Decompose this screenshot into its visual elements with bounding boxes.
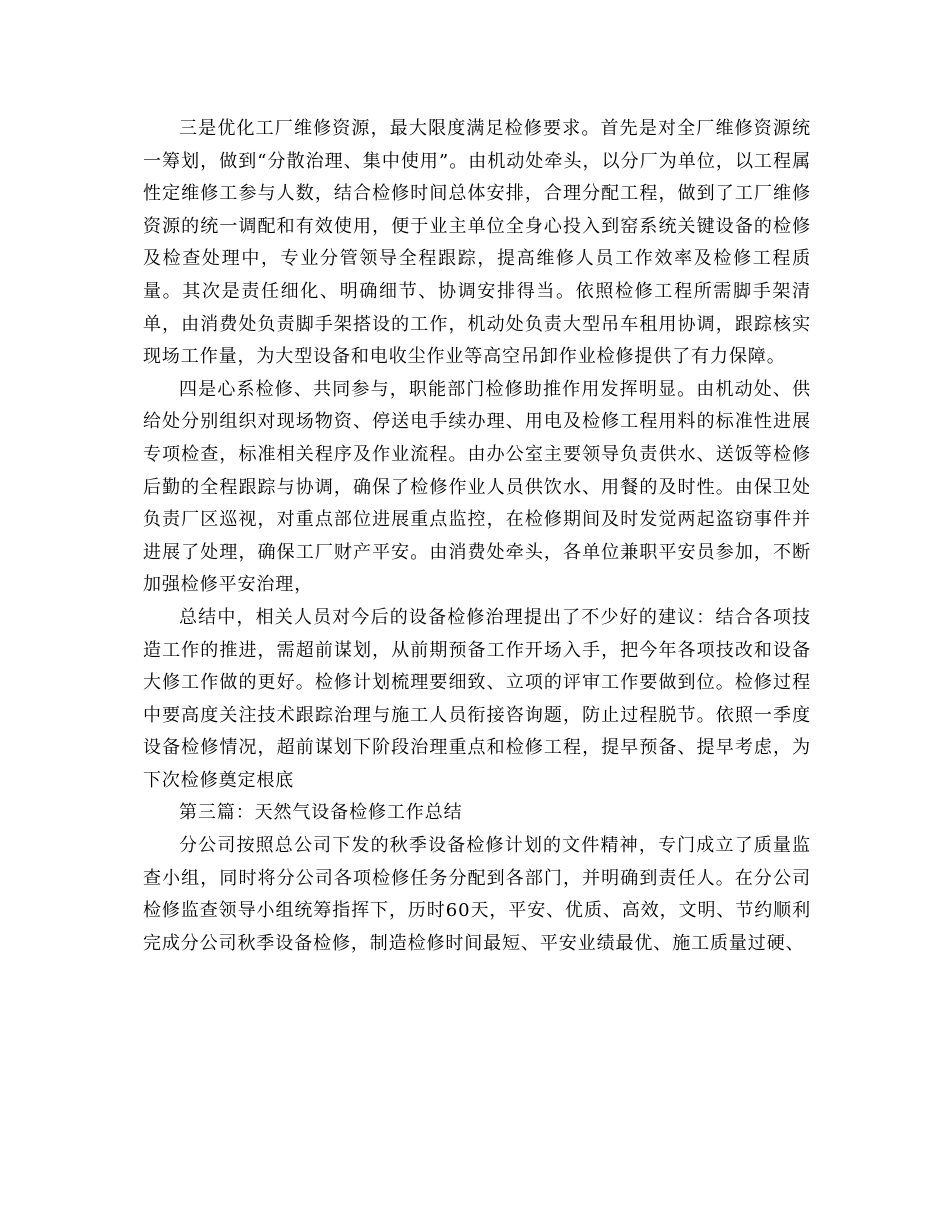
section-heading: 第三篇：天然气设备检修工作总结 bbox=[179, 802, 463, 824]
paragraph-department-support: 四是心系检修、共同参与，职能部门检修助推作用发挥明显。由机动处、供给处分别组织对现场物资、停送电手续办理、用电及检修工程用料的标准性进展专项检查，标准相关程序及作业流程。由办公室主要领导负责供水、送饭等检修后勤的全程跟踪与协调，确保了检修作业人员供饮水、用餐的及时性。由保卫处负责厂区巡视，对重点部位进展重点监控，在检修期间及时发觉两起盗窃事件并进展了处理，确保工厂财产平安。由消费处牵头，各单位兼职平安员参加，不断加强检修平安治理， bbox=[143, 378, 811, 596]
paragraph-gas-equipment-overhaul: 分公司按照总公司下发的秋季设备检修计划的文件精神，专门成立了质量监查小组，同时将分公司各项检修任务分配到各部门，并明确到责任人。在分公司检修监查领导小组统筹指挥下，历时60天，平安、优质、高效，文明、节约顺利完成分公司秋季设备检修，制造检修时间最短、平安业绩最优、施工质量过硬、 bbox=[143, 835, 811, 954]
paragraph-summary-suggestions: 总结中，相关人员对今后的设备检修治理提出了不少好的建议：结合各项技造工作的推进，需超前谋划，从前期预备工作开场入手，把今年各项技改和设备大修工作做的更好。检修计划梳理要细致、立项的评审工作要做到位。检修过程中要高度关注技术跟踪治理与施工人员衔接咨询题，防止过程脱节。依照一季度设备检修情况，超前谋划下阶段治理重点和检修工程，提早预备、提早考虑，为下次检修奠定根底 bbox=[143, 606, 811, 791]
document-body bbox=[143, 113, 811, 960]
paragraph-resource-optimization: 三是优化工厂维修资源，最大限度满足检修要求。首先是对全厂维修资源统一筹划，做到“分散治理、集中使用”。由机动处牵头，以分厂为单位，以工程属性定维修工参与人数，结合检修时间总体安排，合理分配工程，做到了工厂维修资源的统一调配和有效使用，便于业主单位全身心投入到窑系统关键设备的检修及检查处理中，专业分管领导全程跟踪，提高维修人员工作效率及检修工程质量。其次是责任细化、明确细节、协调安排得当。依照检修工程所需脚手架清单，由消费处负责脚手架搭设的工作，机动处负责大型吊车租用协调，跟踪核实现场工作量，为大型设备和电收尘作业等高空吊卸作业检修提供了有力保障。 bbox=[143, 118, 811, 368]
